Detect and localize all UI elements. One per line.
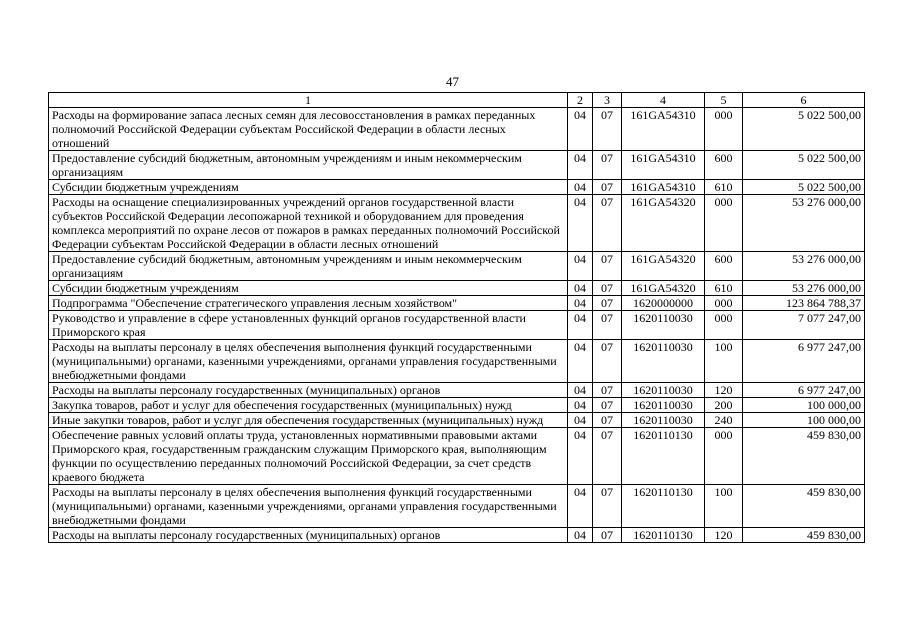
page-number: 47 bbox=[446, 74, 459, 89]
row-type: 120 bbox=[705, 528, 743, 543]
column-header-name: 1 bbox=[49, 93, 568, 108]
row-target: 1620110030 bbox=[622, 398, 705, 413]
row-subsection: 07 bbox=[593, 180, 622, 195]
row-amount: 53 276 000,00 bbox=[743, 281, 865, 296]
row-subsection: 07 bbox=[593, 108, 622, 151]
row-target: 161GA54310 bbox=[622, 108, 705, 151]
header-row bbox=[49, 93, 865, 108]
row-name: Расходы на выплаты персоналу в целях обеспечения выполнения функций государственными (муниципальными) органами, казенными учреждениями, органами управления государственными внебюджетными фондами bbox=[49, 340, 568, 383]
row-subsection: 07 bbox=[593, 398, 622, 413]
row-section: 04 bbox=[568, 340, 593, 383]
row-amount: 53 276 000,00 bbox=[743, 252, 865, 281]
row-section: 04 bbox=[568, 413, 593, 428]
row-subsection: 07 bbox=[593, 528, 622, 543]
table-row bbox=[49, 413, 865, 428]
row-type: 000 bbox=[705, 311, 743, 340]
row-amount: 5 022 500,00 bbox=[743, 108, 865, 151]
row-subsection: 07 bbox=[593, 383, 622, 398]
row-name: Расходы на оснащение специализированных учреждений органов государственной власти субъектов Российской Федерации лесопожарной техникой и оборудованием для проведения комплекса мероприятий по охране лесов от пожаров в рамках переданных полномочий Российской Федерации субъектам Российской Федерации в области лесных отношений bbox=[49, 195, 568, 252]
row-type: 610 bbox=[705, 281, 743, 296]
row-amount: 6 977 247,00 bbox=[743, 340, 865, 383]
row-name: Обеспечение равных условий оплаты труда, установленных нормативными правовыми актами Приморского края, государственным гражданским служащим Приморского края, выполняющим функции по осуществлению переданных полномочий Российской Федерации, за счет средств краевого бюджета bbox=[49, 428, 568, 485]
row-type: 240 bbox=[705, 413, 743, 428]
row-amount: 459 830,00 bbox=[743, 528, 865, 543]
row-target: 1620110030 bbox=[622, 413, 705, 428]
row-type: 000 bbox=[705, 428, 743, 485]
row-section: 04 bbox=[568, 398, 593, 413]
row-subsection: 07 bbox=[593, 296, 622, 311]
row-target: 161GA54310 bbox=[622, 180, 705, 195]
row-target: 1620110030 bbox=[622, 311, 705, 340]
row-name: Расходы на выплаты персоналу государственных (муниципальных) органов bbox=[49, 528, 568, 543]
budget-table bbox=[48, 92, 865, 543]
row-subsection: 07 bbox=[593, 281, 622, 296]
table-row bbox=[49, 528, 865, 543]
row-amount: 459 830,00 bbox=[743, 485, 865, 528]
row-amount: 100 000,00 bbox=[743, 398, 865, 413]
row-section: 04 bbox=[568, 281, 593, 296]
row-subsection: 07 bbox=[593, 311, 622, 340]
table-row bbox=[49, 428, 865, 485]
row-target: 161GA54310 bbox=[622, 151, 705, 180]
table-row bbox=[49, 383, 865, 398]
row-name: Предоставление субсидий бюджетным, автономным учреждениям и иным некоммерческим организациям bbox=[49, 151, 568, 180]
row-type: 000 bbox=[705, 195, 743, 252]
table-row bbox=[49, 195, 865, 252]
row-type: 000 bbox=[705, 108, 743, 151]
table-body bbox=[49, 108, 865, 543]
row-target: 161GA54320 bbox=[622, 281, 705, 296]
column-header-section: 2 bbox=[568, 93, 593, 108]
table-row bbox=[49, 485, 865, 528]
row-type: 100 bbox=[705, 485, 743, 528]
row-amount: 5 022 500,00 bbox=[743, 151, 865, 180]
column-header-amount: 6 bbox=[743, 93, 865, 108]
row-name: Предоставление субсидий бюджетным, автономным учреждениям и иным некоммерческим организациям bbox=[49, 252, 568, 281]
row-subsection: 07 bbox=[593, 485, 622, 528]
table-row bbox=[49, 108, 865, 151]
row-section: 04 bbox=[568, 428, 593, 485]
row-section: 04 bbox=[568, 383, 593, 398]
row-type: 120 bbox=[705, 383, 743, 398]
row-target: 1620110130 bbox=[622, 485, 705, 528]
row-subsection: 07 bbox=[593, 428, 622, 485]
table-row bbox=[49, 311, 865, 340]
row-section: 04 bbox=[568, 195, 593, 252]
row-amount: 7 077 247,00 bbox=[743, 311, 865, 340]
row-type: 600 bbox=[705, 151, 743, 180]
row-name: Расходы на формирование запаса лесных семян для лесовосстановления в рамках переданных полномочий Российской Федерации субъектам Российской Федерации в области лесных отношений bbox=[49, 108, 568, 151]
row-type: 100 bbox=[705, 340, 743, 383]
table-row bbox=[49, 398, 865, 413]
row-section: 04 bbox=[568, 252, 593, 281]
row-name: Подпрограмма "Обеспечение стратегического управления лесным хозяйством" bbox=[49, 296, 568, 311]
row-subsection: 07 bbox=[593, 195, 622, 252]
row-amount: 100 000,00 bbox=[743, 413, 865, 428]
row-name: Субсидии бюджетным учреждениям bbox=[49, 281, 568, 296]
row-name: Иные закупки товаров, работ и услуг для обеспечения государственных (муниципальных) нужд bbox=[49, 413, 568, 428]
column-header-type: 5 bbox=[705, 93, 743, 108]
row-name: Руководство и управление в сфере установленных функций органов государственной власти Приморского края bbox=[49, 311, 568, 340]
row-type: 600 bbox=[705, 252, 743, 281]
row-type: 610 bbox=[705, 180, 743, 195]
row-subsection: 07 bbox=[593, 340, 622, 383]
row-name: Расходы на выплаты персоналу государственных (муниципальных) органов bbox=[49, 383, 568, 398]
row-target: 1620110130 bbox=[622, 528, 705, 543]
row-amount: 5 022 500,00 bbox=[743, 180, 865, 195]
column-header-subsection: 3 bbox=[593, 93, 622, 108]
row-subsection: 07 bbox=[593, 413, 622, 428]
row-name: Субсидии бюджетным учреждениям bbox=[49, 180, 568, 195]
row-amount: 459 830,00 bbox=[743, 428, 865, 485]
table-row bbox=[49, 180, 865, 195]
table-row bbox=[49, 296, 865, 311]
row-section: 04 bbox=[568, 151, 593, 180]
table-row bbox=[49, 252, 865, 281]
row-amount: 123 864 788,37 bbox=[743, 296, 865, 311]
row-subsection: 07 bbox=[593, 252, 622, 281]
row-target: 1620110030 bbox=[622, 340, 705, 383]
row-name: Закупка товаров, работ и услуг для обеспечения государственных (муниципальных) нужд bbox=[49, 398, 568, 413]
row-amount: 6 977 247,00 bbox=[743, 383, 865, 398]
row-target: 1620000000 bbox=[622, 296, 705, 311]
row-section: 04 bbox=[568, 311, 593, 340]
column-header-target: 4 bbox=[622, 93, 705, 108]
row-amount: 53 276 000,00 bbox=[743, 195, 865, 252]
table-row bbox=[49, 151, 865, 180]
row-target: 161GA54320 bbox=[622, 195, 705, 252]
row-section: 04 bbox=[568, 296, 593, 311]
row-section: 04 bbox=[568, 528, 593, 543]
row-section: 04 bbox=[568, 485, 593, 528]
table-row bbox=[49, 340, 865, 383]
table-row bbox=[49, 281, 865, 296]
row-section: 04 bbox=[568, 180, 593, 195]
row-section: 04 bbox=[568, 108, 593, 151]
row-type: 000 bbox=[705, 296, 743, 311]
row-target: 161GA54320 bbox=[622, 252, 705, 281]
row-type: 200 bbox=[705, 398, 743, 413]
row-name: Расходы на выплаты персоналу в целях обеспечения выполнения функций государственными (муниципальными) органами, казенными учреждениями, органами управления государственными внебюджетными фондами bbox=[49, 485, 568, 528]
row-target: 1620110030 bbox=[622, 383, 705, 398]
row-target: 1620110130 bbox=[622, 428, 705, 485]
row-subsection: 07 bbox=[593, 151, 622, 180]
